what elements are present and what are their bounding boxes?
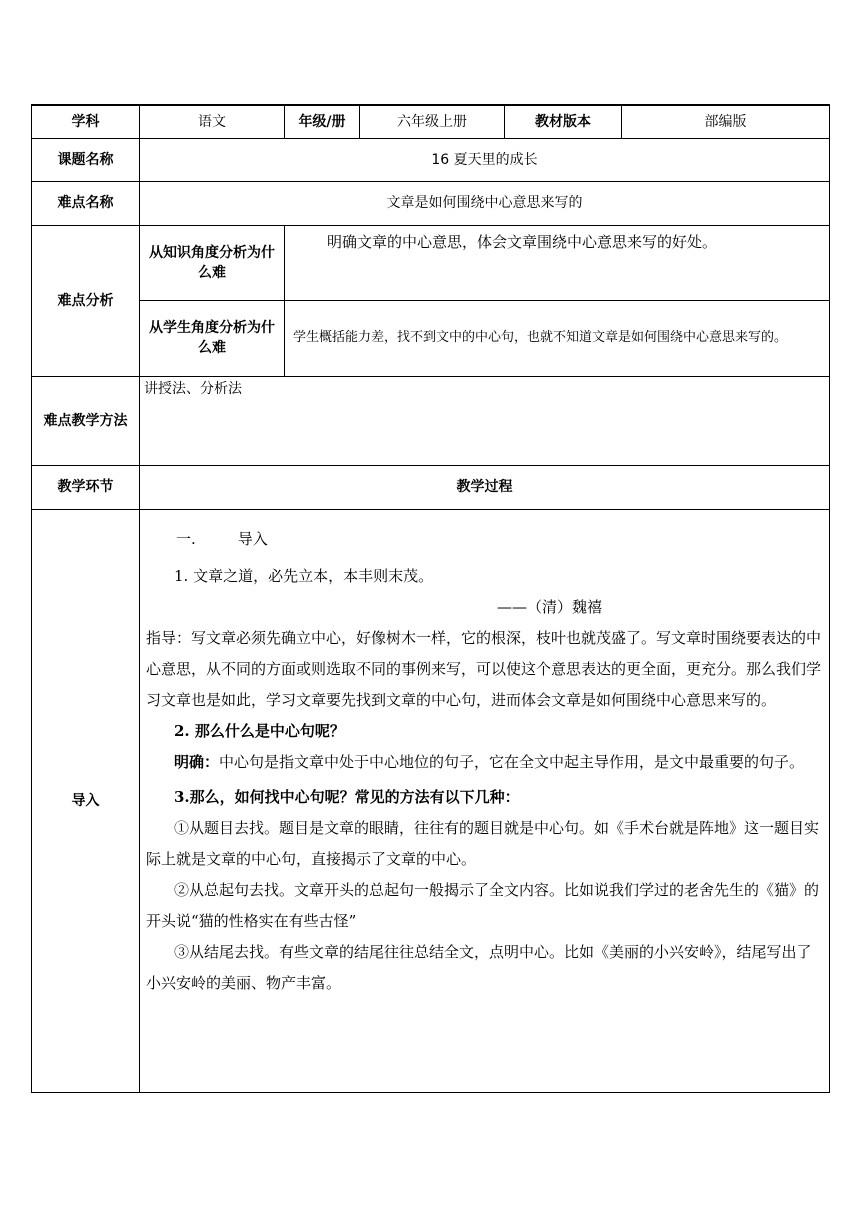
question-how-to-find: 3.那么，如何找中心句呢？常见的方法有以下几种：: [174, 787, 520, 806]
lesson-title: 16 夏天里的成长: [140, 138, 830, 181]
lesson-label: 课题名称: [32, 138, 140, 181]
intro-guide: 指导：写文章必须先确立中心，好像树木一样，它的根深，枝叶也就茂盛了。写文章时围绕要表达的中心意思，从不同的方面或则选取不同的事例来写，可以使这个意思表达的更全面，更充分。那么我们学习文章也是如此，学习文章要先找到文章的中心句，进而体会文章是如何围绕中心意思来写的。: [146, 628, 822, 709]
grade-value: 六年级上册: [360, 105, 505, 138]
student-angle-label: 从学生角度分析为什么难: [140, 300, 285, 376]
student-angle-text: 学生概括能力差，找不到文中的中心句，也就不知道文章是如何围绕中心意思来写的。: [285, 300, 830, 376]
intro-heading-number: 一.: [176, 529, 196, 548]
clarification-label: 明确：: [174, 752, 220, 771]
method-from-ending: ③从结尾去找。有些文章的结尾往往总结全文，点明中心。比如《美丽的小兴安岭》，结尾写出了小兴安岭的美丽、物产丰富。: [146, 942, 812, 992]
intro-content: [140, 509, 830, 1092]
edition-label: 教材版本: [505, 105, 622, 138]
difficulty-row: [32, 181, 830, 225]
grade-label: 年级/册: [285, 105, 360, 138]
intro-row: [32, 509, 830, 1092]
method-from-title: ①从题目去找。题目是文章的眼睛，往往有的题目就是中心句。如《手术台就是阵地》这一题目实际上就是文章的中心句，直接揭示了文章的中心。: [146, 818, 820, 868]
lesson-plan-table: [31, 104, 830, 1093]
process-header: 教学过程: [140, 465, 830, 509]
stage-header: 教学环节: [32, 465, 140, 509]
knowledge-angle-label: 从知识角度分析为什么难: [140, 225, 285, 300]
intro-quote: 1. 文章之道，必先立本，本丰则末茂。: [174, 566, 434, 585]
intro-heading: [146, 524, 823, 555]
intro-quote-source: ——（清）魏禧: [496, 597, 602, 616]
process-header-row: [32, 465, 830, 509]
subject-value: 语文: [140, 105, 285, 138]
knowledge-angle-text: 明确文章的中心意思，体会文章围绕中心意思来写的好处。: [285, 225, 830, 300]
edition-value: 部编版: [622, 105, 830, 138]
difficulty-value: 文章是如何围绕中心意思来写的: [140, 181, 830, 225]
method-value: 讲授法、分析法: [140, 376, 830, 465]
question-what-is-central-sentence: 2. 那么什么是中心句呢？: [174, 721, 345, 740]
intro-stage-label: 导入: [32, 509, 140, 1092]
method-row: [32, 376, 830, 465]
clarification-text: 中心句是指文章中处于中心地位的句子，它在全文中起主导作用，是文中最重要的句子。: [219, 752, 805, 771]
analysis-row-knowledge: [32, 225, 830, 300]
intro-heading-text: 导入: [237, 529, 268, 548]
subject-label: 学科: [32, 105, 140, 138]
method-label: 难点教学方法: [32, 376, 140, 465]
clarification: [146, 747, 823, 778]
header-row: [32, 105, 830, 138]
difficulty-label: 难点名称: [32, 181, 140, 225]
analysis-row-student: [32, 300, 830, 376]
method-from-opening: ②从总起句去找。文章开头的总起句一般揭示了全文内容。比如说我们学过的老舍先生的《猫》的开头说“猫的性格实在有些古怪”: [146, 880, 820, 930]
analysis-label: 难点分析: [32, 225, 140, 376]
lesson-row: [32, 138, 830, 181]
